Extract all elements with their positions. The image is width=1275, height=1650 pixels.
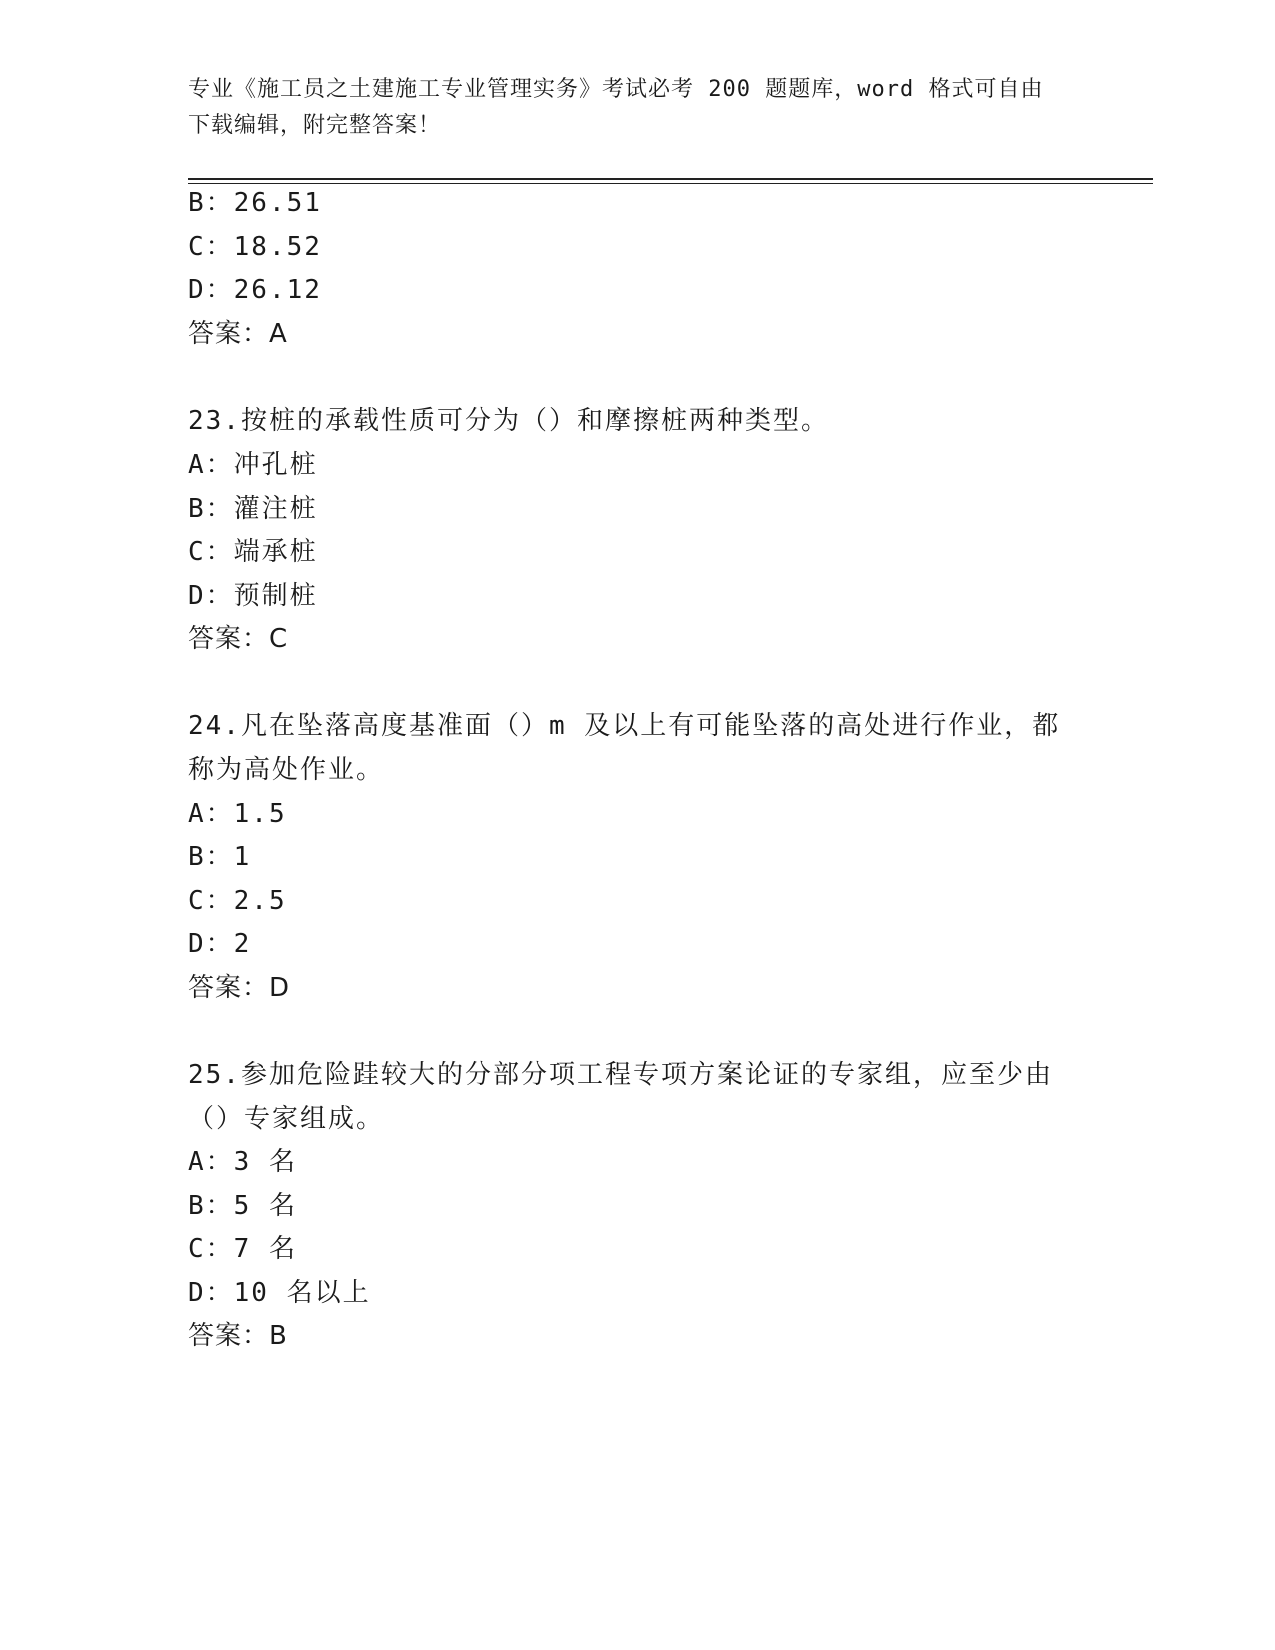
option-c: C：端承桩 [188, 537, 318, 567]
header-divider-thin [188, 183, 1153, 184]
answer-line: 答案：C [188, 624, 289, 654]
question-25-text-line-1: 25.参加危险跬较大的分部分项工程专项方案论证的专家组，应至少由 [188, 1060, 1053, 1090]
option-b: B：灌注桩 [188, 494, 318, 524]
option-b: B：26.51 [188, 188, 322, 218]
question-24-text-line-1: 24.凡在坠落高度基准面（）m 及以上有可能坠落的高处进行作业，都 [188, 711, 1061, 741]
option-a: A：1.5 [188, 799, 287, 829]
answer-line: 答案：A [188, 319, 288, 349]
header-title-line-1: 专业《施工员之土建施工专业管理实务》考试必考 200 题题库，word 格式可自由 [188, 77, 1044, 102]
option-a: A：冲孔桩 [188, 450, 318, 480]
header-divider [188, 178, 1153, 180]
option-d: D：26.12 [188, 275, 322, 305]
answer-line: 答案：B [188, 1321, 288, 1351]
option-b: B：5 名 [188, 1191, 297, 1221]
option-b: B：1 [188, 842, 252, 872]
document-header [188, 72, 1088, 144]
option-d: D：10 名以上 [188, 1278, 371, 1308]
option-d: D：预制桩 [188, 581, 318, 611]
option-c: C：18.52 [188, 232, 322, 262]
answer-line: 答案：D [188, 973, 291, 1003]
header-title-line-2: 下载编辑，附完整答案！ [188, 113, 442, 138]
option-c: C：2.5 [188, 886, 287, 916]
option-a: A：3 名 [188, 1147, 297, 1177]
question-25-text-line-2: （）专家组成。 [188, 1104, 385, 1134]
question-23-text: 23.按桩的承载性质可分为（）和摩擦桩两种类型。 [188, 406, 829, 436]
option-c: C：7 名 [188, 1234, 297, 1264]
question-24-text-line-2: 称为高处作业。 [188, 755, 385, 785]
option-d: D：2 [188, 929, 252, 959]
